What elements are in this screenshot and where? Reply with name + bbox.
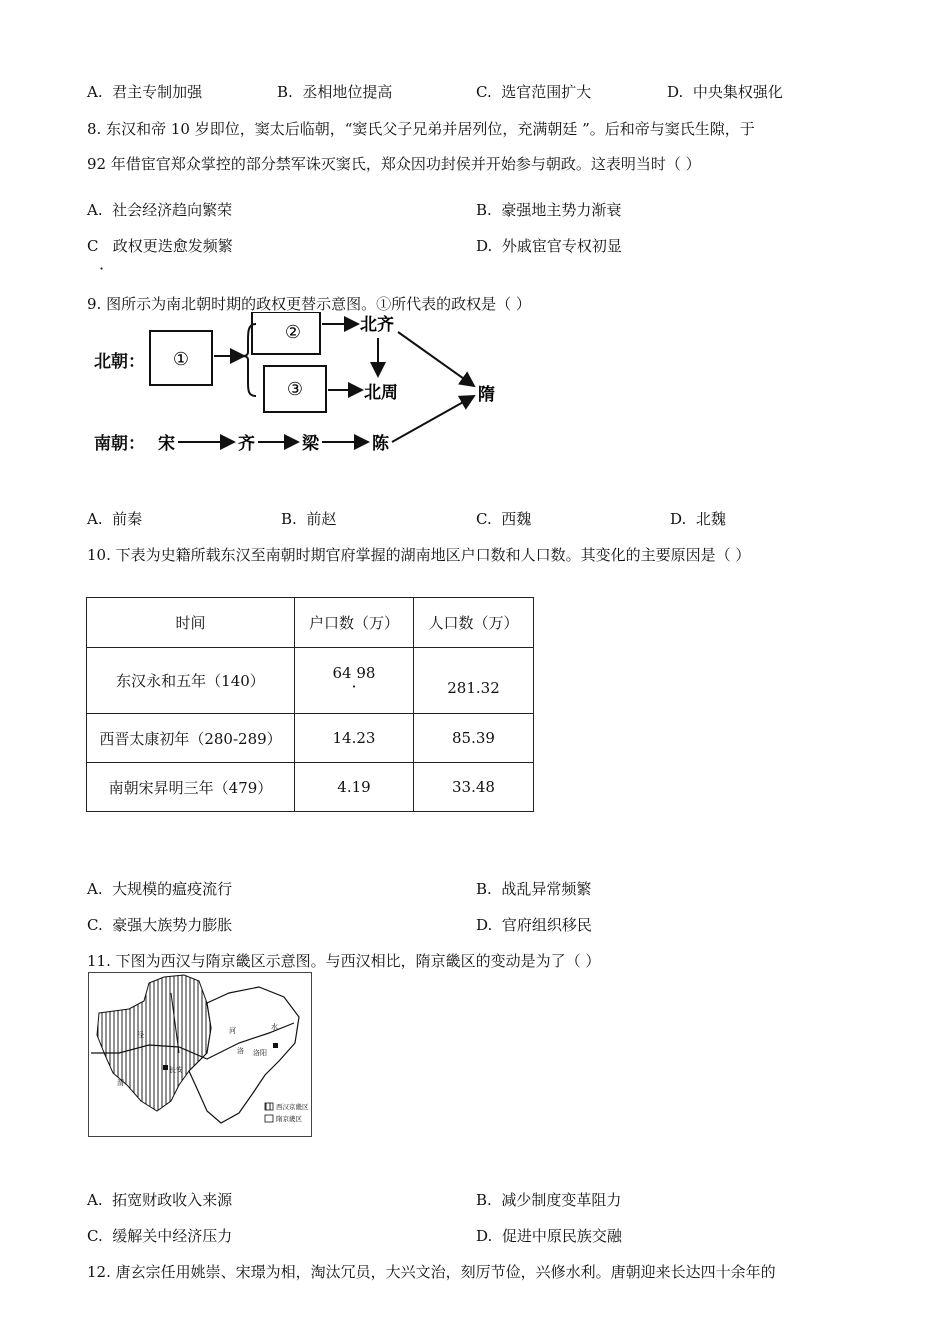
- changan-label: 长安: [169, 1066, 183, 1074]
- he-label: 河: [229, 1027, 236, 1035]
- box-3-label: ③: [286, 379, 304, 400]
- box-2-label: ②: [284, 322, 302, 343]
- legend-sui-swatch: [265, 1115, 273, 1122]
- q10-stem: 10. 下表为史籍所载东汉至南朝时期官府掌握的湖南地区户口数和人口数。其变化的主要原因是（ ）: [87, 546, 751, 564]
- capital-region-map: [88, 972, 312, 1137]
- south-dynasties-label: 南朝：: [94, 434, 145, 454]
- q10-option-b[interactable]: B. 战乱异常频繁: [476, 880, 592, 898]
- q9-option-c[interactable]: C. 西魏: [476, 510, 532, 528]
- q8-option-b[interactable]: B. 豪强地主势力渐衰: [476, 201, 622, 219]
- split-brace: [242, 324, 256, 396]
- luoyang-label: 洛阳: [253, 1049, 267, 1057]
- q8-stem-line2: 92 年借宦官郑众掌控的部分禁军诛灭窦氏，郑众因功封侯并开始参与朝政。这表明当时（ ）: [87, 155, 701, 173]
- header-households: 户口数（万）: [295, 598, 414, 648]
- xihan-region: [97, 975, 211, 1111]
- q9-stem: 9. 图所示为南北朝时期的政权更替示意图。①所代表的政权是（ ）: [87, 295, 531, 313]
- household-population-table: [86, 597, 534, 812]
- q7-option-d[interactable]: D. 中央集权强化: [667, 83, 783, 101]
- q7-option-b[interactable]: B. 丞相地位提高: [277, 83, 393, 101]
- q8-option-a[interactable]: A. 社会经济趋向繁荣: [87, 201, 233, 219]
- q11-option-a[interactable]: A. 拓宽财政收入来源: [87, 1191, 233, 1209]
- regime-succession-diagram: [86, 312, 506, 462]
- q8-stem-line1: 8. 东汉和帝 10 岁即位，窦太后临朝，“窦氏父子兄弟并居列位，充满朝廷 ”。后和帝与窦氏生隙，于: [87, 120, 755, 138]
- north-dynasties-label: 北朝：: [94, 352, 145, 372]
- luo-label: 洛: [237, 1047, 244, 1055]
- q10-option-c[interactable]: C. 豪强大族势力膨胀: [87, 916, 233, 934]
- q9-option-a[interactable]: A. 前秦: [87, 510, 143, 528]
- chen-label: 陈: [372, 434, 389, 454]
- stray-dot: ·: [99, 259, 105, 278]
- cell-population: 281.32: [414, 648, 534, 714]
- table-row: [87, 648, 534, 714]
- qi-label: 齐: [238, 434, 255, 454]
- wei-label: 渭: [117, 1079, 124, 1087]
- q10-option-a[interactable]: A. 大规模的瘟疫流行: [87, 880, 233, 898]
- arrow-chen-sui: [392, 396, 474, 442]
- song-label: 宋: [158, 434, 175, 454]
- q9-option-d[interactable]: D. 北魏: [670, 510, 726, 528]
- cell-time: 西晋太康初年（280-289）: [87, 714, 295, 763]
- legend-sui-label: 隋京畿区: [276, 1115, 302, 1123]
- shui-label: 水: [271, 1023, 278, 1031]
- q7-option-a[interactable]: A. 君主专制加强: [87, 83, 203, 101]
- q9-option-b[interactable]: B. 前赵: [281, 510, 337, 528]
- cell-time: 东汉永和五年（140）: [87, 648, 295, 714]
- liang-label: 梁: [302, 434, 319, 454]
- legend-xihan-label: 西汉京畿区: [276, 1103, 309, 1111]
- q8-option-d[interactable]: D. 外戚宦官专权初显: [476, 237, 622, 255]
- q11-option-d[interactable]: D. 促进中原民族交融: [476, 1227, 622, 1245]
- map-drawing: [89, 973, 311, 1136]
- jing-label: 泾: [137, 1031, 144, 1039]
- box-1-label: ①: [172, 349, 190, 370]
- cell-population: 85.39: [414, 714, 534, 763]
- cell-time: 南朝宋昇明三年（479）: [87, 763, 295, 812]
- sui-label: 隋: [478, 385, 495, 405]
- table-row: [87, 763, 534, 812]
- changan-marker: [163, 1065, 168, 1070]
- beizhou-label: 北周: [364, 383, 398, 403]
- stray-dot: ·: [351, 676, 357, 696]
- q7-option-c[interactable]: C. 选官范围扩大: [476, 83, 592, 101]
- header-time: 时间: [87, 598, 295, 648]
- q8-option-c[interactable]: C 政权更迭愈发频繁: [87, 237, 233, 255]
- beiqi-label: 北齐: [360, 315, 394, 335]
- luoyang-marker: [273, 1043, 278, 1048]
- cell-households: 4.19: [295, 763, 414, 812]
- cell-population: 33.48: [414, 763, 534, 812]
- cell-households: [295, 648, 414, 714]
- q11-stem: 11. 下图为西汉与隋京畿区示意图。与西汉相比，隋京畿区的变动是为了（ ）: [87, 952, 601, 970]
- households-value: 64 98: [332, 663, 376, 682]
- q10-option-d[interactable]: D. 官府组织移民: [476, 916, 592, 934]
- table-row: [87, 714, 534, 763]
- header-population: 人口数（万）: [414, 598, 534, 648]
- q11-option-c[interactable]: C. 缓解关中经济压力: [87, 1227, 233, 1245]
- legend-xihan-swatch: [265, 1103, 273, 1110]
- cell-households: 14.23: [295, 714, 414, 763]
- arrow-beiqi-sui: [398, 332, 474, 386]
- q12-stem-line1: 12. 唐玄宗任用姚崇、宋璟为相，淘汰冗员，大兴文治，刻厉节俭，兴修水利。唐朝迎来长达四十余年的: [87, 1263, 776, 1281]
- q11-option-b[interactable]: B. 减少制度变革阻力: [476, 1191, 622, 1209]
